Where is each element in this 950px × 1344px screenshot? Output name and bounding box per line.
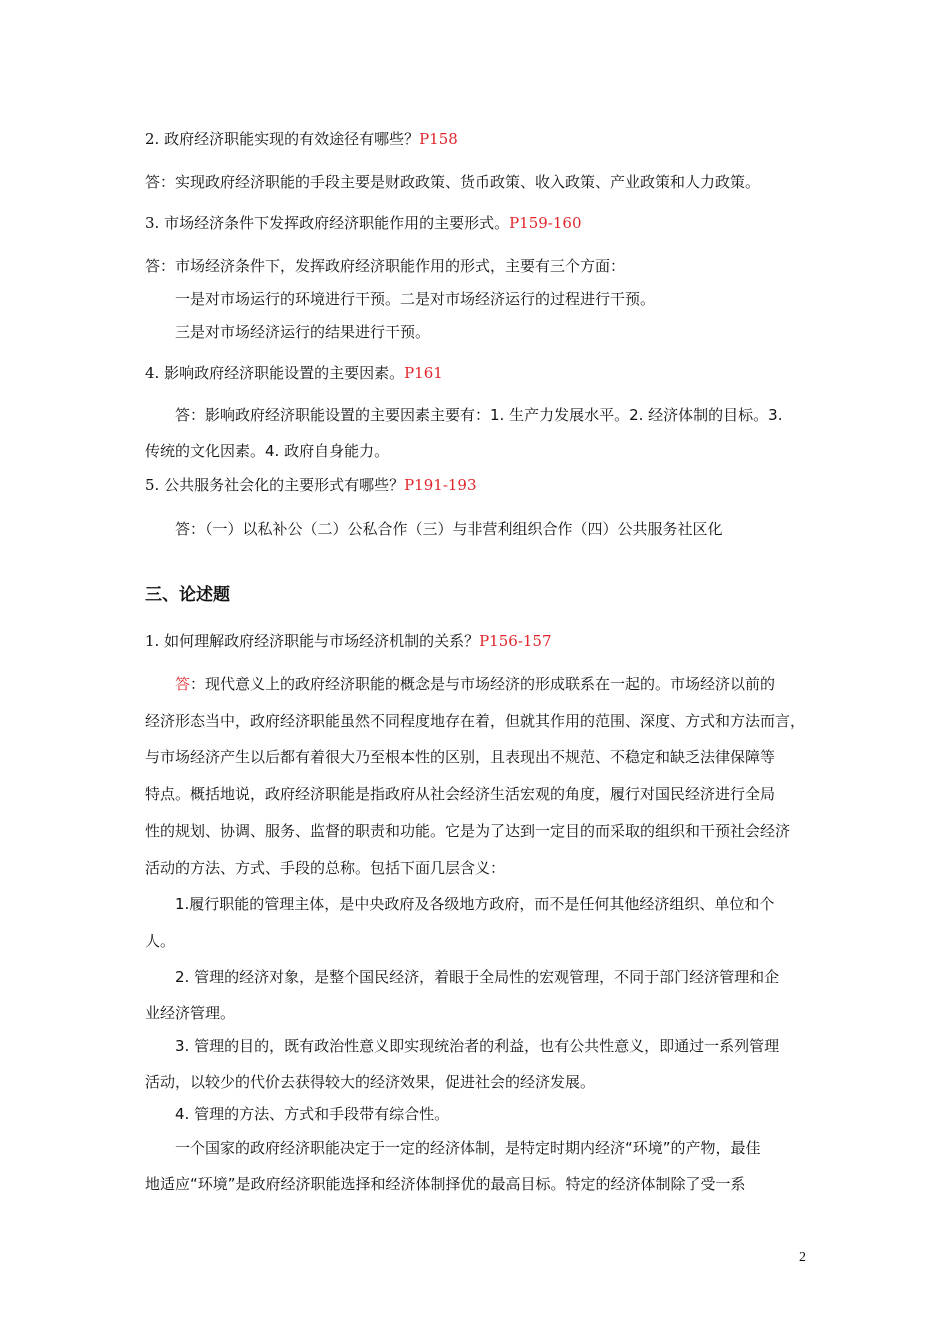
question-2 bbox=[145, 129, 458, 149]
answer-5: 答：（一）以私补公（二）公私合作（三）与非营利组织合作（四）公共服务社区化 bbox=[175, 520, 723, 538]
essay-line: 1.履行职能的管理主体，是中央政府及各级地方政府，而不是任何其他经济组织、单位和个 bbox=[175, 895, 775, 913]
essay-line: 2. 管理的经济对象，是整个国民经济，着眼于全局性的宏观管理，不同于部门经济管理和企 bbox=[175, 968, 780, 986]
essay-first-text: ：现代意义上的政府经济职能的概念是与市场经济的形成联系在一起的。市场经济以前的 bbox=[190, 675, 776, 693]
essay-line: 4. 管理的方法、方式和手段带有综合性。 bbox=[175, 1105, 450, 1123]
answer-label: 答 bbox=[175, 675, 191, 693]
essay-line: 活动的方法、方式、手段的总称。包括下面几层含义： bbox=[145, 859, 506, 877]
question-3-text: 3. 市场经济条件下发挥政府经济职能作用的主要形式。 bbox=[145, 214, 510, 232]
essay-line: 一个国家的政府经济职能决定于一定的经济体制，是特定时期内经济“环境”的产物，最佳 bbox=[175, 1139, 761, 1157]
answer-3-line-2: 一是对市场运行的环境进行干预。二是对市场经济运行的过程进行干预。 bbox=[175, 290, 656, 308]
question-3-page-ref: P159-160 bbox=[509, 214, 582, 232]
essay-question-1-text: 1. 如何理解政府经济职能与市场经济机制的关系？ bbox=[145, 632, 480, 650]
question-5-text: 5. 公共服务社会化的主要形式有哪些？ bbox=[145, 476, 405, 494]
question-5-page-ref: P191-193 bbox=[404, 476, 477, 494]
essay-line: 经济形态当中，政府经济职能虽然不同程度地存在着，但就其作用的范围、深度、方式和方法而言， bbox=[145, 712, 806, 730]
essay-question-1-page-ref: P156-157 bbox=[479, 632, 552, 650]
essay-line: 人。 bbox=[145, 932, 176, 950]
essay-line: 特点。概括地说，政府经济职能是指政府从社会经济生活宏观的角度，履行对国民经济进行全局 bbox=[145, 785, 776, 803]
question-2-text: 2. 政府经济职能实现的有效途径有哪些？ bbox=[145, 130, 420, 148]
essay-question-1 bbox=[145, 631, 552, 651]
question-4-text: 4. 影响政府经济职能设置的主要因素。 bbox=[145, 364, 405, 382]
page-number: 2 bbox=[799, 1250, 806, 1265]
question-3 bbox=[145, 213, 582, 233]
question-2-page-ref: P158 bbox=[419, 130, 458, 148]
question-4 bbox=[145, 363, 443, 383]
answer-2: 答：实现政府经济职能的手段主要是财政政策、货币政策、收入政策、产业政策和人力政策。 bbox=[145, 173, 761, 191]
answer-3-line-1: 答：市场经济条件下，发挥政府经济职能作用的形式，主要有三个方面： bbox=[145, 257, 626, 275]
answer-3-line-3: 三是对市场经济运行的结果进行干预。 bbox=[175, 323, 431, 341]
essay-line: 业经济管理。 bbox=[145, 1004, 236, 1022]
essay-line: 与市场经济产生以后都有着很大乃至根本性的区别，且表现出不规范、不稳定和缺乏法律保障等 bbox=[145, 748, 776, 766]
essay-line: 3. 管理的目的，既有政治性意义即实现统治者的利益，也有公共性意义，即通过一系列管理 bbox=[175, 1037, 780, 1055]
question-4-page-ref: P161 bbox=[404, 364, 443, 382]
essay-line-first bbox=[175, 674, 775, 694]
answer-4-line-2: 传统的文化因素。4. 政府自身能力。 bbox=[145, 442, 390, 460]
essay-line: 活动，以较少的代价去获得较大的经济效果，促进社会的经济发展。 bbox=[145, 1073, 596, 1091]
section-heading: 三、论述题 bbox=[145, 585, 230, 605]
answer-4-line-1: 答：影响政府经济职能设置的主要因素主要有：1. 生产力发展水平。2. 经济体制的目标。3. bbox=[175, 406, 783, 424]
question-5 bbox=[145, 475, 477, 495]
essay-line: 性的规划、协调、服务、监督的职责和功能。它是为了达到一定目的而采取的组织和干预社会经济 bbox=[145, 822, 791, 840]
essay-line: 地适应“环境”是政府经济职能选择和经济体制择优的最高目标。特定的经济体制除了受一系 bbox=[145, 1175, 746, 1193]
